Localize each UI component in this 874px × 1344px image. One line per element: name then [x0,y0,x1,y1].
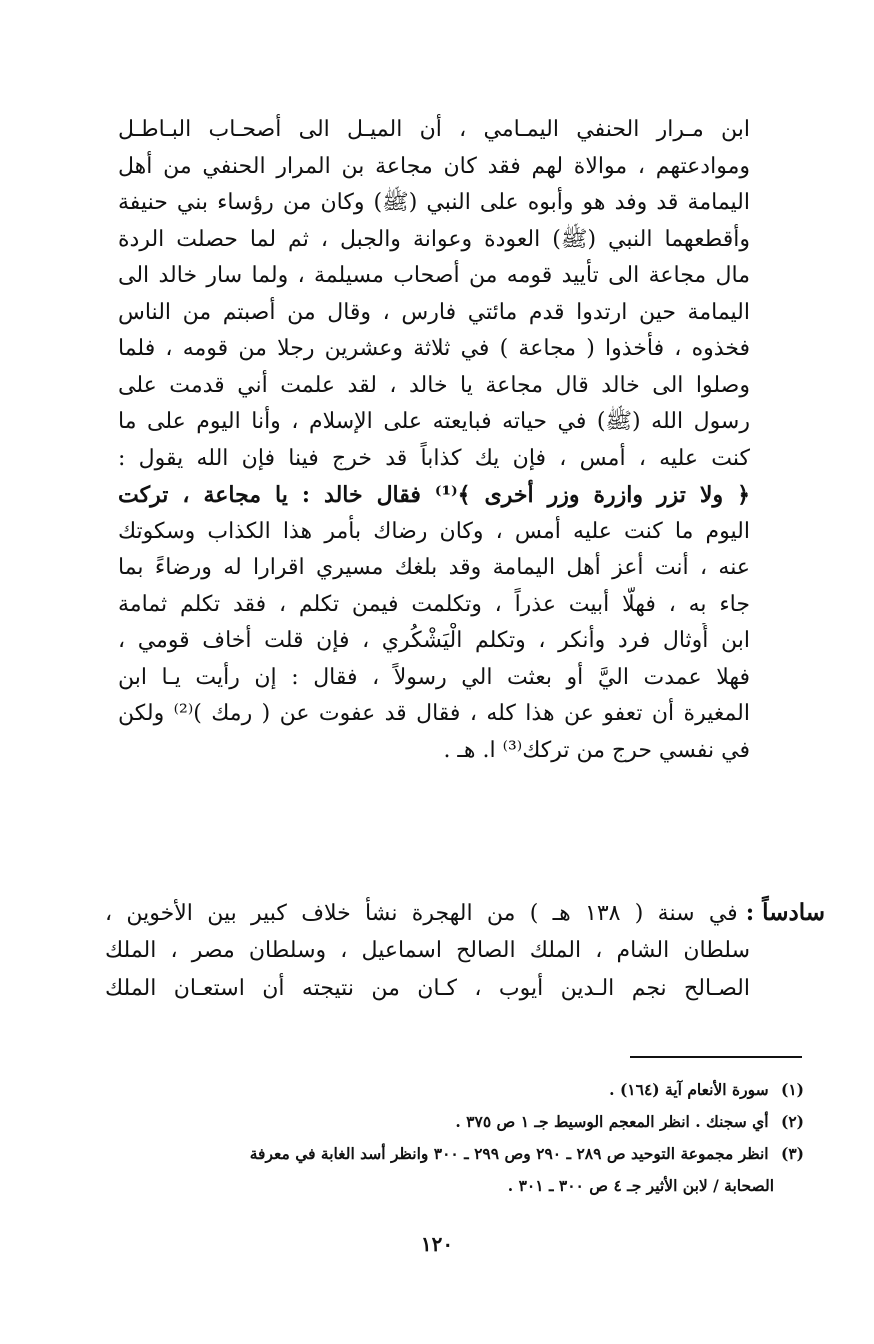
footnote-text: سورة الأنعام آية (١٦٤) . [609,1080,769,1099]
footnote-text: أي سجنك . انظر المعجم الوسيط جـ ١ ص ٣٧٥ . [455,1112,769,1131]
text-line: مال مجاعة الى تأييد قومه من أصحاب مسيلمة ، ولما سار خالد الى [118,263,750,288]
text-line: اليمامة قد وفد هو وأبوه على النبي (ﷺ) وكان من رؤساء بني حنيفة [118,190,750,215]
footnote-2 [104,1106,804,1138]
section-line: الصـالح نجم الـدين أيوب ، كـان من نتيجته أن استعـان الملك [105,976,750,1001]
text-line: فخذوه ، فأخذوا ( مجاعة ) في ثلاثة وعشرين رجلا من قومه ، فلما [118,336,750,361]
quran-quote-line: ﴿ ولا تزر وازرة وزر أخرى ﴾⁽¹⁾ فقال خالد : يا مجاعة ، تركت [118,482,750,508]
section-line: في سنة ( ١٣٨ هـ ) من الهجرة نشأ خلاف كبير بين الأخوين ، [105,901,738,926]
footnotes [104,1074,804,1202]
text-line: المغيرة أن تعفو عن هذا كله ، فقال قد عفوت عن ( رمك )⁽²⁾ ولكن [118,701,750,726]
text-line: في نفسي حرج من تركك⁽³⁾ ا. هـ . [443,737,750,763]
text-line: رسول الله (ﷺ) في حياته فبايعته على الإسلام ، وأنا اليوم على ما [118,409,750,434]
section-line: سلطان الشام ، الملك الصالح اسماعيل ، وسلطان مصر ، الملك [105,938,750,963]
text-line: كنت عليه ، أمس ، فإن يك كذاباً قد خرج فينا فإن الله يقول : [118,445,750,471]
footnote-divider [630,1056,802,1058]
footnote-1 [104,1074,804,1106]
footnote-number: (٢) [780,1112,804,1131]
text-line: ابن مـرار الحنفي اليمـامي ، أن الميـل الى أصحـاب البـاطـل [118,117,750,142]
footnote-number: (٣) [780,1144,804,1163]
text-line: اليوم ما كنت عليه أمس ، وكان رضاك بأمر هذا الكذاب وسكوتك [118,518,750,544]
text-line: وأقطعهما النبي (ﷺ) العودة وعوانة والجبل ، ثم لما حصلت الردة [118,226,750,252]
text-line: وموادعتهم ، موالاة لهم فقد كان مجاعة بن المرار الحنفي من أهل [118,153,750,179]
footnote-3 [104,1138,804,1170]
text-line: ابن أُوثال فرد وأنكر ، وتكلم الْيَشْكُري ، فإن قلت أخاف قومي ، [118,628,750,653]
section-sixth [105,894,825,1008]
text-line: جاء به ، فهلّا أبيت عذراً ، وتكلمت فيمن تكلم ، فقد تكلم ثمامة [118,591,750,617]
footnote-3-continued [104,1170,804,1202]
footnote-text: انظر مجموعة التوحيد ص ٢٨٩ ـ ٢٩٠ وص ٢٩٩ ـ ٣٠٠ وانظر أسد الغابة في معرفة [249,1144,769,1163]
page-number: ١٢٠ [420,1232,454,1256]
text-line: فهلا عمدت اليَّ أو بعثت الي رسولاً ، فقال : إن رأيت يـا ابن [118,664,750,690]
text-line: عنه ، أنت أعز أهل اليمامة وقد بلغك مسيري اقرارا له ورضاءً بما [118,555,750,580]
footnote-number: (١) [780,1080,804,1099]
main-text [118,112,750,769]
text-line: وصلوا الى خالد قال مجاعة يا خالد ، لقد علمت أني قدمت على [118,372,750,398]
text-line: اليمامة حين ارتدوا قدم مائتي فارس ، وقال من أصبتم من الناس [118,299,750,325]
section-first-row [105,894,825,932]
section-continuation [105,932,825,1008]
section-label: سادساً : [745,899,825,926]
footnote-text: الصحابة / لابن الأثير جـ ٤ ص ٣٠٠ ـ ٣٠١ . [507,1176,774,1195]
